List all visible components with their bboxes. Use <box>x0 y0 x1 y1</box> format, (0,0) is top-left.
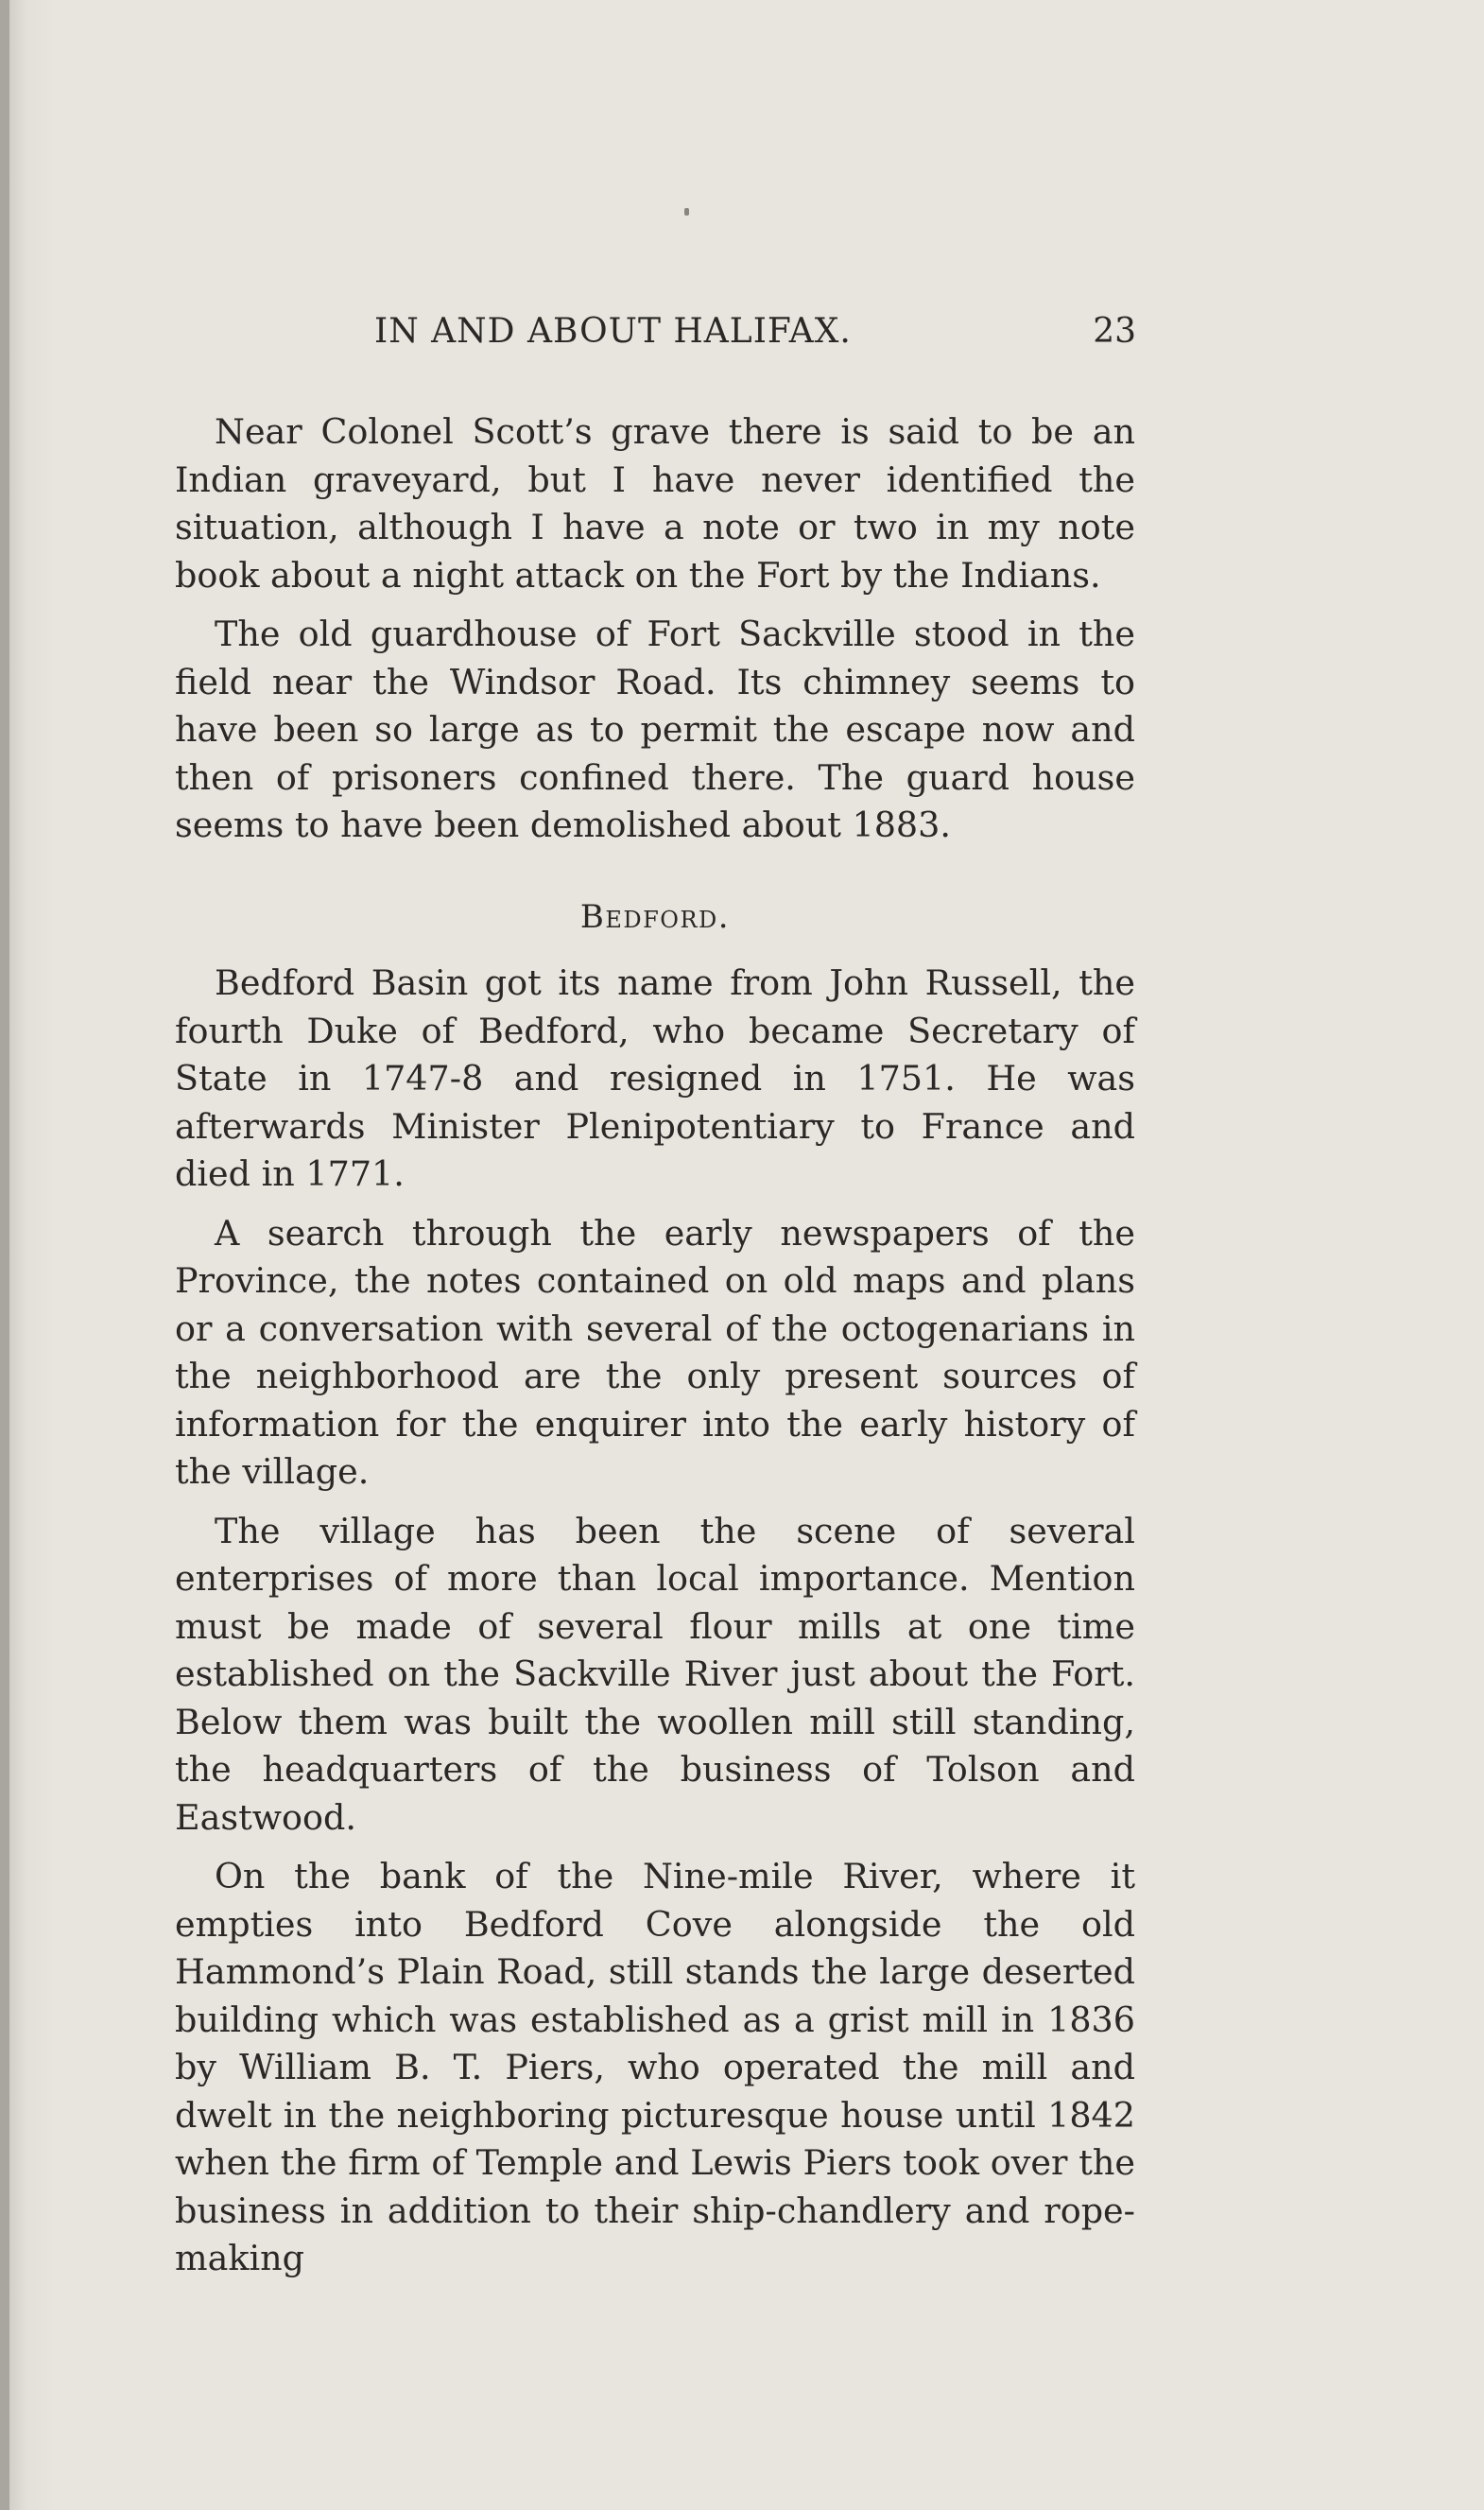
text-block-before-section <box>175 408 1135 850</box>
paragraph: The village has been the scene of several enterprises of more than local importance. Mention must be made of several flour mills at one time established on the Sackville River just about the Fort. Below them was built the woollen mill still standing, the headquarters of the business of Tolson and Eastwood. <box>175 1510 1135 1838</box>
running-head-title: IN AND ABOUT HALIFAX. <box>374 312 852 351</box>
paper-speck <box>684 208 689 216</box>
paragraph: A search through the early newspapers of the Province, the notes contained on old maps and plans or a conversation with several of the octogenarians in the neighborhood are the only present sources of information for the enquirer into the early history of the village. <box>175 1212 1135 1492</box>
running-head <box>180 312 1136 369</box>
paragraph: The old guardhouse of Fort Sackville stood in the field near the Windsor Road. Its chimney seems to have been so large as to permit the escape now and then of prisoners confined there. The guard house seems to have been demolished about 1883. <box>175 614 1135 845</box>
page-gutter <box>0 0 9 2510</box>
paragraph: On the bank of the Nine-mile River, where it empties into Bedford Cove alongside the old Hammond’s Plain Road, still stands the large deserted building which was established as a grist mill in 1836 by William B. T. Piers, who operated the mill and dwelt in the neighboring picturesque house until 1842 when the firm of Temple and Lewis Piers took over the business in addition to their ship-chandlery and rope-making <box>175 1856 1135 2278</box>
paragraph: Bedford Basin got its name from John Russell, the fourth Duke of Bedford, who became Secretary of State in 1747-8 and resigned in 1751. He was afterwards Minister Plenipotentiary to France and died in 1771. <box>175 962 1135 1194</box>
paragraph: Near Colonel Scott’s grave there is said to be an Indian graveyard, but I have never identified the situation, although I have a note or two in my note book about a night attack on the Fort by the Indians. <box>175 411 1135 596</box>
section-heading: Bedford. <box>579 898 731 936</box>
page-number: 23 <box>1093 312 1136 351</box>
text-block-after-section <box>175 960 1135 2283</box>
